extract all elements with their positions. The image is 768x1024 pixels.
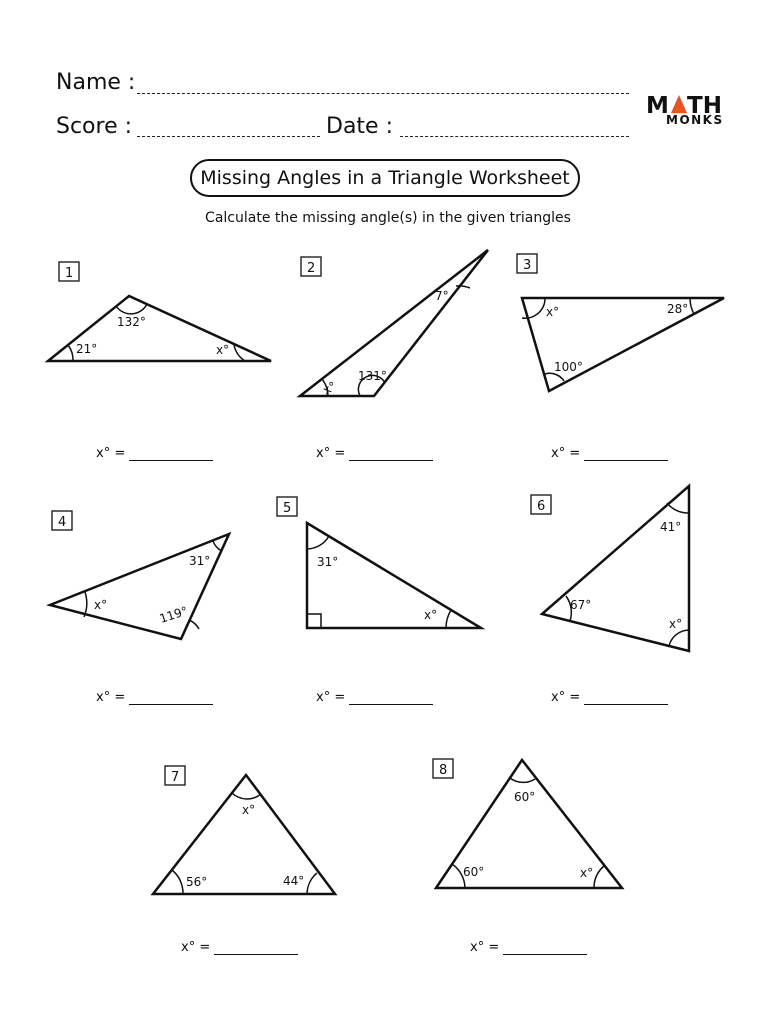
answer-5[interactable] (316, 690, 433, 705)
p7-angle-left: 56° (186, 875, 208, 889)
answer-8[interactable] (470, 940, 587, 955)
answer-7-line[interactable] (214, 942, 298, 955)
p3-angle-bottom: 100° (554, 360, 583, 374)
answer-7-label: x° = (181, 940, 211, 955)
problem-4-number: 4 (58, 515, 67, 530)
svg-text:TH: TH (687, 93, 722, 118)
labels (58, 258, 688, 889)
answer-4-line[interactable] (129, 692, 213, 705)
problem-1-number: 1 (65, 266, 74, 281)
answer-7[interactable] (181, 940, 298, 955)
p6-angle-top: 41° (660, 520, 682, 534)
p8-angle-left: 60° (463, 865, 485, 879)
answer-5-line[interactable] (349, 692, 433, 705)
problem-6-triangle (542, 486, 689, 651)
p3-angle-left: x° (546, 305, 560, 319)
p6-angle-left: 67° (570, 598, 592, 612)
svg-text:M: M (646, 93, 669, 118)
p4-angle-top: 31° (189, 554, 211, 568)
p5-angle-right: x° (424, 608, 438, 622)
answer-4-label: x° = (96, 690, 126, 705)
answer-6[interactable] (551, 690, 668, 705)
p3-angle-right: 28° (667, 302, 689, 316)
problem-3-number: 3 (523, 258, 532, 273)
p2-angle-right: 131° (358, 369, 387, 383)
p2-angle-top: 7° (435, 289, 449, 303)
answer-2-label: x° = (316, 446, 346, 461)
answer-8-label: x° = (470, 940, 500, 955)
p4-angle-bottom: 119° (157, 603, 190, 627)
p4-angle-left: x° (94, 598, 108, 612)
p8-angle-top: 60° (514, 790, 536, 804)
answer-3-label: x° = (551, 446, 581, 461)
answer-5-label: x° = (316, 690, 346, 705)
problem-2-triangle (300, 250, 488, 396)
p2-angle-left: x° (320, 378, 339, 398)
date-label: Date : (326, 114, 393, 139)
p8-angle-right: x° (580, 866, 594, 880)
problem-5-number: 5 (283, 501, 292, 516)
problem-5-triangle (307, 523, 481, 628)
problem-7-triangle (153, 775, 335, 894)
problem-8-number: 8 (439, 763, 448, 778)
answer-2-line[interactable] (349, 448, 433, 461)
p1-angle-top: 132° (117, 315, 146, 329)
logo-monks-text: MONKS (666, 113, 724, 127)
p7-angle-top: x° (242, 803, 256, 817)
answer-3[interactable] (551, 446, 668, 461)
problem-2-number: 2 (307, 261, 316, 276)
score-label: Score : (56, 114, 133, 139)
answer-6-line[interactable] (584, 692, 668, 705)
p1-angle-left: 21° (76, 342, 98, 356)
number-boxes (52, 254, 551, 785)
answer-1[interactable] (96, 446, 213, 461)
worksheet-title-text: Missing Angles in a Triangle Worksheet (200, 167, 570, 189)
answer-3-line[interactable] (584, 448, 668, 461)
problem-7-number: 7 (171, 770, 180, 785)
problem-6-number: 6 (537, 499, 546, 514)
answer-4[interactable] (96, 690, 213, 705)
problem-4-triangle (50, 534, 229, 639)
p1-angle-right: x° (216, 343, 230, 357)
answer-1-line[interactable] (129, 448, 213, 461)
answer-2[interactable] (316, 446, 433, 461)
answer-1-label: x° = (96, 446, 126, 461)
p6-angle-bottom: x° (669, 617, 683, 631)
p7-angle-right: 44° (283, 874, 305, 888)
p5-angle-top: 31° (317, 555, 339, 569)
answer-8-line[interactable] (503, 942, 587, 955)
answer-6-label: x° = (551, 690, 581, 705)
name-label: Name : (56, 70, 136, 95)
instruction-text: Calculate the missing angle(s) in the given triangles (205, 210, 571, 226)
